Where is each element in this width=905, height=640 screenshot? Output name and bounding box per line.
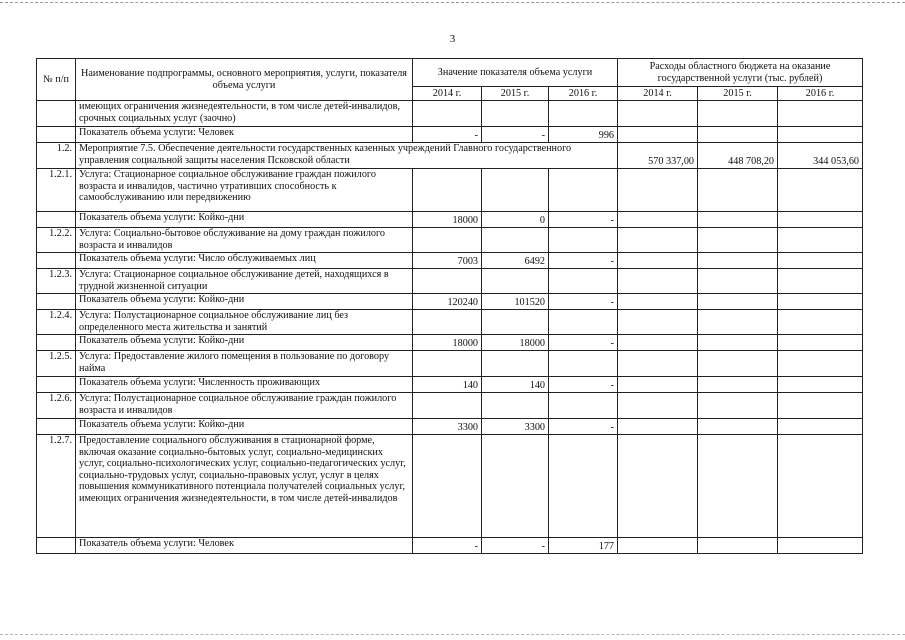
budget-cell [778,435,863,538]
budget-cell [778,169,863,212]
budget-cell [618,377,698,393]
budget-cell [698,127,778,143]
row-number: 1.2.6. [37,393,76,419]
table-row [37,393,863,419]
value-cell [549,269,618,294]
budget-cell: 448 708,20 [698,143,778,169]
value-cell [413,393,482,419]
table-row [37,101,863,127]
value-cell: - [549,335,618,351]
value-cell: - [482,127,549,143]
table-row [37,294,863,310]
header-year: 2015 г. [482,87,549,101]
budget-cell [778,377,863,393]
budget-cell [778,393,863,419]
budget-cell [698,212,778,228]
budget-cell [778,228,863,253]
budget-cell [618,169,698,212]
value-cell [549,310,618,335]
value-cell: 18000 [482,335,549,351]
value-cell [482,228,549,253]
row-name: Услуга: Стационарное социальное обслуживание граждан пожилого возраста и инвалидов, частично утративших способность к самообслуживанию или передвижению [76,169,413,212]
table-row [37,310,863,335]
budget-cell [618,435,698,538]
budget-cell [698,310,778,335]
value-cell: - [549,212,618,228]
budget-cell [698,335,778,351]
value-cell [413,351,482,377]
budget-cell [698,101,778,127]
value-cell: 3300 [482,419,549,435]
table-row [37,538,863,554]
row-name: Показатель объема услуги: Число обслуживаемых лиц [76,253,413,269]
budget-cell [778,127,863,143]
value-cell: 140 [413,377,482,393]
budget-cell [698,294,778,310]
budget-cell [618,419,698,435]
value-cell: 996 [549,127,618,143]
budget-cell: 344 053,60 [778,143,863,169]
value-cell: - [482,538,549,554]
row-name: Мероприятие 7.5. Обеспечение деятельности государственных казенных учреждений Главного государственного управления социальной защиты населения Псковской области [76,143,618,169]
value-cell [413,228,482,253]
value-cell [482,101,549,127]
value-cell [549,101,618,127]
budget-cell [698,269,778,294]
budget-cell [778,212,863,228]
value-cell [549,393,618,419]
header-year: 2016 г. [549,87,618,101]
budget-cell [698,377,778,393]
value-cell [549,351,618,377]
header-year: 2015 г. [698,87,778,101]
row-name: Услуга: Полустационарное социальное обслуживание лиц без определенного места жительства и занятий [76,310,413,335]
row-name: Услуга: Стационарное социальное обслуживание детей, находящихся в трудной жизненной ситуации [76,269,413,294]
table-row [37,212,863,228]
row-number: 1.2.5. [37,351,76,377]
value-cell [549,228,618,253]
value-cell [413,310,482,335]
value-cell: 18000 [413,335,482,351]
table-row [37,419,863,435]
value-cell [482,435,549,538]
table-row [37,435,863,538]
budget-cell [618,335,698,351]
value-cell [549,435,618,538]
budget-cell [698,435,778,538]
budget-cell: 570 337,00 [618,143,698,169]
budget-cell [698,419,778,435]
budget-cell [698,538,778,554]
row-name: Показатель объема услуги: Численность проживающих [76,377,413,393]
header-values: Значение показателя объема услуги [413,59,618,87]
budget-cell [618,127,698,143]
budget-cell [618,212,698,228]
row-name: Услуга: Полустационарное социальное обслуживание граждан пожилого возраста и инвалидов [76,393,413,419]
budget-cell [778,101,863,127]
budget-cell [618,538,698,554]
value-cell: - [413,127,482,143]
value-cell: - [549,294,618,310]
value-cell [482,393,549,419]
scan-edge-top [0,2,905,3]
row-name: Показатель объема услуги: Койко-дни [76,335,413,351]
table-row [37,169,863,212]
value-cell: 3300 [413,419,482,435]
table-row [37,335,863,351]
budget-cell [778,538,863,554]
header-year: 2014 г. [618,87,698,101]
row-number [37,377,76,393]
row-number [37,212,76,228]
budget-cell [698,169,778,212]
row-name: имеющих ограничения жизнедеятельности, в том числе детей-инвалидов, срочных социальных услуг (заочно) [76,101,413,127]
budget-cell [618,393,698,419]
table-row [37,377,863,393]
value-cell: 7003 [413,253,482,269]
header-year: 2014 г. [413,87,482,101]
value-cell: 177 [549,538,618,554]
value-cell: 120240 [413,294,482,310]
value-cell: - [549,377,618,393]
services-table [36,58,863,554]
row-number [37,127,76,143]
value-cell: 140 [482,377,549,393]
scan-edge-bottom [0,634,905,635]
table-row [37,228,863,253]
value-cell [413,435,482,538]
row-number: 1.2.7. [37,435,76,538]
value-cell [482,269,549,294]
header-budget: Расходы областного бюджета на оказание государственной услуги (тыс. рублей) [618,59,863,87]
row-number: 1.2.4. [37,310,76,335]
budget-cell [778,269,863,294]
budget-cell [618,269,698,294]
row-number [37,538,76,554]
budget-cell [618,351,698,377]
page-number: 3 [449,33,456,45]
table-row [37,351,863,377]
value-cell: - [549,253,618,269]
value-cell: 18000 [413,212,482,228]
budget-cell [778,419,863,435]
budget-cell [618,228,698,253]
row-name: Показатель объема услуги: Койко-дни [76,294,413,310]
table-row [37,127,863,143]
value-cell: 101520 [482,294,549,310]
budget-cell [618,101,698,127]
value-cell [482,310,549,335]
header-num: № п/п [37,59,76,101]
row-number [37,294,76,310]
row-name: Показатель объема услуги: Человек [76,127,413,143]
row-name: Показатель объема услуги: Койко-дни [76,212,413,228]
value-cell [482,169,549,212]
value-cell [413,269,482,294]
row-name: Услуга: Социально-бытовое обслуживание на дому граждан пожилого возраста и инвалидов [76,228,413,253]
row-name: Предоставление социального обслуживания в стационарной форме, включая оказание социально-бытовых услуг, социально-медицинских услуг, социально-психологических услуг, социально-педагогических услуг, социально-трудовых услуг, социально-правовых услуг, услуг в целях повышения коммуникативного потенциала получателей социальных услуг, имеющих ограничения жизнедеятельности, в том числе детей-инвалидов [76,435,413,538]
header-year: 2016 г. [778,87,863,101]
row-number [37,101,76,127]
table-row [37,143,863,169]
budget-cell [778,335,863,351]
value-cell [413,169,482,212]
row-number [37,253,76,269]
value-cell [482,351,549,377]
budget-cell [778,351,863,377]
budget-cell [778,310,863,335]
value-cell: 6492 [482,253,549,269]
value-cell [413,101,482,127]
budget-cell [698,351,778,377]
budget-cell [698,228,778,253]
row-number [37,419,76,435]
value-cell: - [549,419,618,435]
budget-cell [618,294,698,310]
row-name: Показатель объема услуги: Койко-дни [76,419,413,435]
table-row [37,269,863,294]
budget-cell [698,253,778,269]
row-name: Показатель объема услуги: Человек [76,538,413,554]
row-number: 1.2. [37,143,76,169]
row-number: 1.2.3. [37,269,76,294]
budget-cell [698,393,778,419]
value-cell: 0 [482,212,549,228]
row-name: Услуга: Предоставление жилого помещения в пользование по договору найма [76,351,413,377]
value-cell [549,169,618,212]
budget-cell [618,253,698,269]
row-number: 1.2.1. [37,169,76,212]
header-name: Наименование подпрограммы, основного мероприятия, услуги, показателя объема услуги [76,59,413,101]
row-number: 1.2.2. [37,228,76,253]
value-cell: - [413,538,482,554]
table-row [37,253,863,269]
budget-cell [778,294,863,310]
row-number [37,335,76,351]
budget-cell [618,310,698,335]
budget-cell [778,253,863,269]
